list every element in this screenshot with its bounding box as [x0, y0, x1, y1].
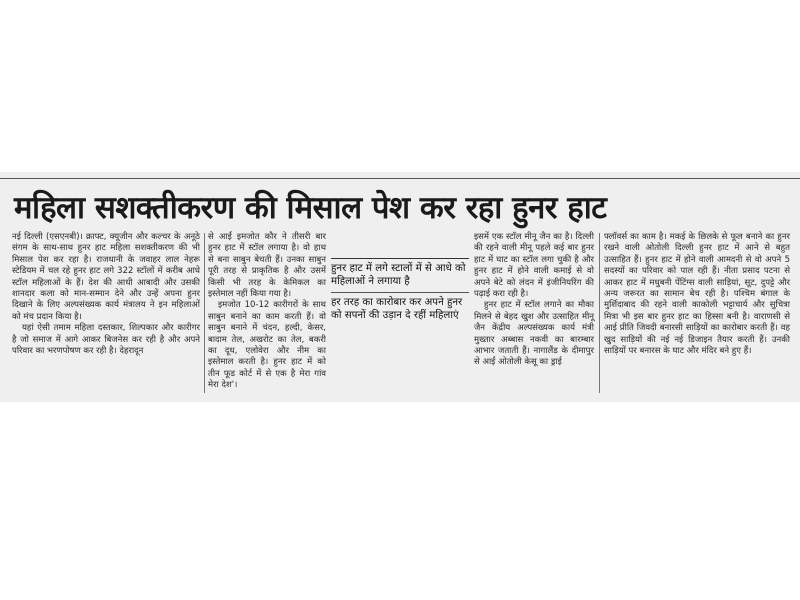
top-rule	[0, 178, 800, 179]
headline: महिला सशक्तीकरण की मिसाल पेश कर रहा हुनर हाट	[14, 190, 607, 226]
article-column-3	[474, 232, 594, 369]
paragraph: नई दिल्ली (एसएनबी)। क्राफ्ट, क्यूजीन और कल्चर के अनूठे संगम के साथ-साथ हुनर हाट महिला सशक्तीकरण की भी मिसाल पेश कर रहा है। राजधानी के जवाहर लाल नेहरू स्टेडियम में चल रहे हुनर हाट लगे 322 स्टॉलों में करीब आधे स्टॉल महिलाओं के हैं। देश की आधी आबादी और उसकी शानदार कला को मान-सम्मान देने और उन्हें अपना हुनर दिखाने के लिए अल्पसंख्यक कार्य मंत्रालय ने इन महिलाओं को मंच प्रदान किया है।	[12, 232, 200, 322]
column-divider	[204, 233, 205, 393]
paragraph: फ्लॉवर्स का काम है। मकई के छिलके से फूल बनाने का हुनर रखने वाली ओतोली दिल्ली हुनर हाट में आने से बहुत उत्साहित हैं। हुनर हाट में होने वाली आमदनी से वो अपने 5 सदस्यों का परिवार को पाल रही हैं। नीता प्रसाद पटना से आकर हाट में मधुबनी पेंटिंग्स वाली साड़ियां, सूट, दुपट्टे और अन्य जरूरत का सामान बेच रही है। पश्चिम बंगाल के मुर्शिदाबाद की रहने वाली काकोली भट्टाचार्य और सुचित्रा मित्रा भी इस बार हुनर हाट का हिस्सा बनी है। वाराणसी से आई प्रीति जिवदी बनारसी साड़ियों का कारोबार करती हैं। वह खुद साड़ियों की नई नई डिजाइन तैयार करती हैं। उनकी साड़ियों पर बनारस के घाट और मंदिर बने हुए हैं।	[604, 232, 790, 357]
paragraph: इमजोत 10-12 कारीगरों के साथ साबुन बनाने का काम करती हैं। वो साबुन बनाने में चंदन, हल्दी, केसर, बादाम तेल, अखरोट का तेल, बकरी का दूध, एलोवेरा और नीम का इस्तेमाल करती है। हुनर हाट में को तीन फूड कोर्ट में से एक है मेरा गांव मेरा देश'।	[208, 300, 326, 391]
pull-quote: हर तरह का कारोबार कर अपने हुनर को सपनों की उड़ान दे रहीं महिलाएं	[331, 292, 469, 322]
pull-quote: हुनर हाट में लगे स्टालों में से आधे को महिलाओं ने लगाया है	[331, 263, 466, 287]
paragraph: यहां ऐसी तमाम महिला दस्तकार, शिल्पकार और कारीगर है जो समाज में आगे आकर बिजनेस कर रही है और अपने परिवार का भरणपोषण कर रही है। देहरादून	[12, 323, 200, 357]
article-column-1	[12, 232, 200, 357]
paragraph: हुनर हाट में स्टॉल लगाने का मौका मिलने से बेहद खुश और उत्साहित मीनू जैन केंद्रीय अल्पसंख्यक कार्य मंत्री मुख्तार अब्बास नकवी का बारम्बार आभार जताती हैं। नागालैंड के दीमापुर से आईं ओतोली केसू का ड्राई	[474, 300, 594, 368]
pull-quote-box	[331, 258, 469, 322]
article-column-4	[604, 232, 790, 357]
paragraph: इसमें एक स्टॉल मीनू जैन का है। दिल्ली की रहने वाली मीनू पहले कई बार हुनर हाट में घाट का स्टॉल लगा चुकी है और हुनर हाट में होने वाली कमाई से वो अपने बेटे को लंदन में इंजीनियरिंग की पढ़ाई करा रही है।	[474, 232, 594, 300]
paragraph: से आईं इमजोत कौर ने तीसरी बार हुनर हाट में स्टॉल लगाया है। वो हाथ से बना साबुन बेचती हैं। उनका साबुन पूरी तरह से प्राकृतिक है और उसमें किसी भी तरह के केमिकल का इस्तेमाल नहीं किया गया है।	[208, 232, 326, 300]
article-column-2	[208, 232, 326, 392]
column-divider	[599, 233, 600, 393]
